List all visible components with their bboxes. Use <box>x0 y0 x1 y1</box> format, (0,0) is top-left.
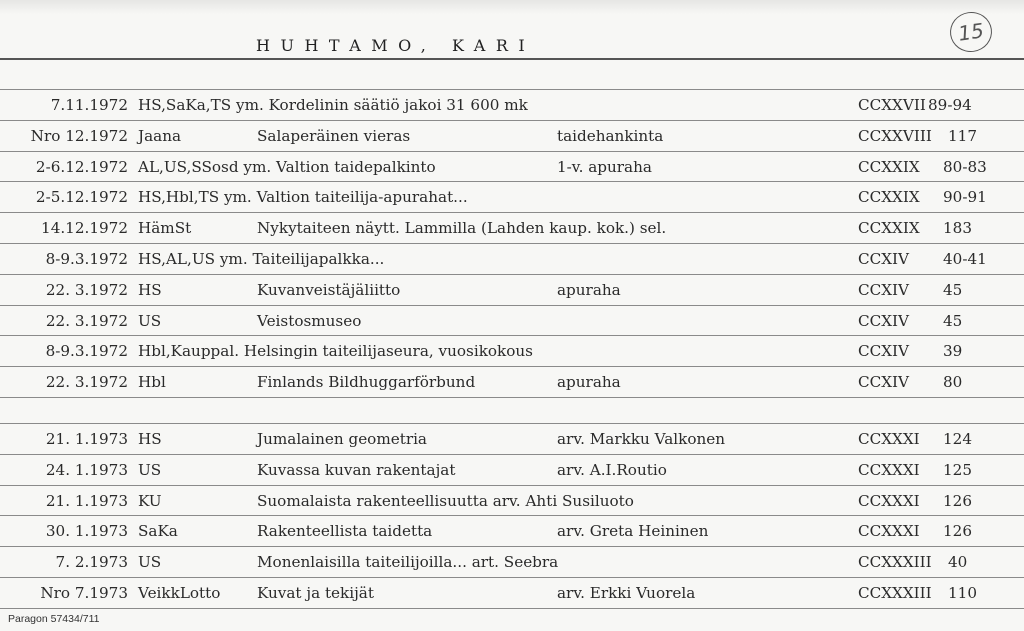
row-title: Nykytaiteen näytt. Lammilla (Lahden kaup. kok.) sel. <box>257 219 667 238</box>
row-note: arv. Erkki Vuorela <box>557 583 696 602</box>
clipping-index-table <box>0 89 1024 609</box>
table-row <box>0 424 1024 455</box>
row-volume: CCXXIX <box>858 157 920 176</box>
row-title: Salaperäinen vieras <box>257 126 411 145</box>
row-source: AL,US,SSosd ym. Valtion taidepalkinto <box>138 157 436 176</box>
row-volume: CCXIV <box>858 373 910 392</box>
row-volume: CCXIV <box>858 280 910 299</box>
row-date: 2-6.12.1972 <box>35 157 128 176</box>
row-volume: CCXXVII <box>858 96 926 114</box>
row-source: Jaana <box>138 126 182 145</box>
table-row <box>0 578 1024 609</box>
row-date: 30. 1.1973 <box>45 522 128 541</box>
row-volume: CCXXXI <box>858 429 920 448</box>
table-row <box>0 486 1024 517</box>
row-date: Nro 7.1973 <box>40 583 128 602</box>
row-volume: CCXXXIII <box>858 583 932 602</box>
row-source: HS <box>138 280 162 299</box>
table-row <box>0 547 1024 578</box>
table-row <box>0 455 1024 486</box>
row-title: Suomalaista rakenteellisuutta arv. Ahti Susiluoto <box>257 491 634 510</box>
row-volume: CCXXIX <box>858 188 920 207</box>
row-date: 14.12.1972 <box>41 219 128 238</box>
row-source: US <box>138 460 162 479</box>
row-date: 22. 3.1972 <box>45 373 128 392</box>
row-source: US <box>138 311 162 330</box>
row-source: HS,AL,US ym. Taiteilijapalkka... <box>138 249 385 268</box>
row-source: Hbl,Kauppal. Helsingin taiteilijaseura, vuosikokous <box>138 342 533 361</box>
row-pages: 45 <box>943 280 963 299</box>
row-volume: CCXXXI <box>858 522 920 541</box>
card-title: HUHTAMO, KARI <box>256 36 536 55</box>
row-date: 2-5.12.1972 <box>35 188 128 207</box>
table-row <box>0 275 1024 306</box>
table-row <box>0 336 1024 367</box>
row-volume: CCXXIX <box>858 219 920 238</box>
row-source: SaKa <box>138 522 178 541</box>
table-row <box>0 244 1024 275</box>
row-volume: CCXXXI <box>858 460 920 479</box>
row-volume: CCXXXIII <box>858 553 932 572</box>
row-pages: 39 <box>943 342 963 361</box>
row-note: taidehankinta <box>557 126 664 145</box>
row-source: HS <box>138 429 162 448</box>
row-date: 8-9.3.1972 <box>45 249 128 268</box>
row-source: HämSt <box>138 219 192 238</box>
row-pages: 89-94 <box>928 96 972 114</box>
table-row <box>0 516 1024 547</box>
row-note: 1-v. apuraha <box>557 157 652 176</box>
table-row <box>0 121 1024 152</box>
row-pages: 117 <box>948 126 977 145</box>
row-date: Nro 12.1972 <box>30 126 128 145</box>
handwritten-page-number: 15 <box>947 9 994 54</box>
row-source: HS,SaKa,TS ym. Kordelinin säätiö jakoi 31 600 mk <box>138 96 528 114</box>
row-title: Kuvassa kuvan rakentajat <box>257 460 456 479</box>
row-title: Monenlaisilla taiteilijoilla... art. Seebra <box>257 553 559 572</box>
row-pages: 80-83 <box>943 157 987 176</box>
row-source: VeikkLotto <box>138 583 221 602</box>
row-date: 8-9.3.1972 <box>45 342 128 361</box>
blank-row-separator <box>0 398 1024 424</box>
row-title: Kuvanveistäjäliitto <box>257 280 401 299</box>
table-row <box>0 213 1024 244</box>
row-date: 21. 1.1973 <box>45 429 128 448</box>
row-pages: 125 <box>943 460 972 479</box>
row-pages: 40-41 <box>943 249 987 268</box>
row-date: 24. 1.1973 <box>45 460 128 479</box>
row-date: 22. 3.1972 <box>45 280 128 299</box>
row-volume: CCXIV <box>858 342 910 361</box>
row-title: Finlands Bildhuggarförbund <box>257 373 476 392</box>
row-note: apuraha <box>557 373 621 392</box>
printer-imprint: Paragon 57434/711 <box>8 613 100 625</box>
row-pages: 45 <box>943 311 963 330</box>
table-row <box>0 182 1024 213</box>
rows-1973 <box>0 424 1024 609</box>
row-note: arv. Markku Valkonen <box>557 429 726 448</box>
row-title: Rakenteellista taidetta <box>257 522 433 541</box>
row-title: Kuvat ja tekijät <box>257 583 374 602</box>
row-note: apuraha <box>557 280 621 299</box>
row-pages: 40 <box>948 553 968 572</box>
table-row <box>0 152 1024 183</box>
row-title: Veistosmuseo <box>257 311 362 330</box>
row-volume: CCXIV <box>858 249 910 268</box>
row-pages: 183 <box>943 219 972 238</box>
row-note: arv. A.I.Routio <box>557 460 667 479</box>
row-source: US <box>138 553 162 572</box>
row-date: 7.11.1972 <box>50 96 128 114</box>
row-date: 22. 3.1972 <box>45 311 128 330</box>
header-rule <box>0 58 1024 60</box>
row-pages: 126 <box>943 491 972 510</box>
row-pages: 110 <box>948 583 977 602</box>
rows-1972 <box>0 89 1024 398</box>
row-pages: 124 <box>943 429 972 448</box>
table-row <box>0 306 1024 337</box>
row-date: 7. 2.1973 <box>55 553 128 572</box>
row-note: arv. Greta Heininen <box>557 522 709 541</box>
row-source: Hbl <box>138 373 166 392</box>
row-volume: CCXXXI <box>858 491 920 510</box>
row-pages: 126 <box>943 522 972 541</box>
row-volume: CCXXVIII <box>858 126 932 145</box>
table-row <box>0 89 1024 121</box>
row-pages: 80 <box>943 373 963 392</box>
row-date: 21. 1.1973 <box>45 491 128 510</box>
row-title: Jumalainen geometria <box>257 429 427 448</box>
row-source: KU <box>138 491 162 510</box>
row-volume: CCXIV <box>858 311 910 330</box>
row-pages: 90-91 <box>943 188 987 207</box>
row-source: HS,Hbl,TS ym. Valtion taiteilija-apurahat... <box>138 188 468 207</box>
scan-edge-shadow <box>0 0 1024 14</box>
table-row <box>0 367 1024 398</box>
